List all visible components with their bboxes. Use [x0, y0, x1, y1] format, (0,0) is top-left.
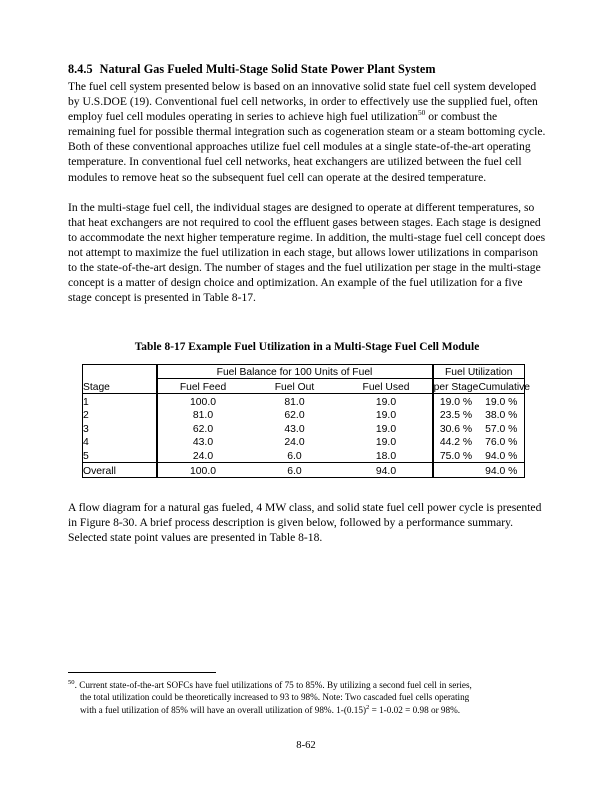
- paragraph-3: A flow diagram for a natural gas fueled, 4 MW class, and solid state fuel cell power cycle is presented in Figure 8-30. A brief process description is given below, followed by a performance summary. Selected state point values are presented in Table 8-18.: [68, 501, 542, 545]
- paragraph-1-text-b: or combust the remaining fuel for possible thermal integration such as cogeneration steam or a steam bottoming cycle. Both of these conventional approaches utilize fuel cell modules at a single state-of-the-art operating temperature. In conventional fuel cell networks, heat exchangers are utilized between the fuel cell modules to remove heat so the subsequent fuel cell can operate at the desired temperature.: [68, 110, 546, 184]
- cell-fuel-used: 19.0: [341, 421, 433, 435]
- cell-fuel-used: 19.0: [341, 435, 433, 449]
- cell-fuel-used: 19.0: [341, 408, 433, 422]
- cell-fuel-used: 94.0: [341, 462, 433, 478]
- paragraph-2: In the multi-stage fuel cell, the individual stages are designed to operate at different temperatures, so that heat exchangers are not required to cool the effluent gases between stages. Each stage is designed to accommodate the next higher temperature regime. In addition, the multi-stage fuel cell concept does not attempt to maximize the fuel utilization in each stage, but allows lower utilizations in comparison to the state-of-the-art design. The number of stages and the fuel utilization per stage in the multi-stage concept is a matter of design choice and optimization. An example of the fuel utilization for a five stage concept is presented in Table 8-17.: [68, 200, 546, 305]
- group-header-stage: [83, 365, 157, 379]
- cell-fuel-out: 24.0: [284, 437, 305, 449]
- cell-fuel-out: 81.0: [284, 396, 305, 408]
- cell-fuel-used: 18.0: [341, 448, 433, 462]
- column-header-stage: Stage: [83, 379, 157, 394]
- cell-cumulative: 19.0 %: [485, 396, 518, 408]
- column-header-fuel-used: Fuel Used: [341, 379, 433, 394]
- paragraph-1: [68, 79, 546, 185]
- table-row: [83, 408, 525, 422]
- column-header-cumulative: Cumulative: [479, 379, 525, 394]
- table-caption: Table 8-17 Example Fuel Utilization in a Multi-Stage Fuel Cell Module: [134, 341, 480, 353]
- footnote-separator: [68, 672, 216, 673]
- cell-cumulative: 57.0 %: [485, 423, 518, 435]
- footnote-line-3-post: = 1-0.02 = 0.98 or 98%.: [369, 704, 461, 715]
- cell-per-stage: 75.0 %: [439, 450, 473, 462]
- cell-stage: 3: [83, 421, 157, 435]
- cell-fuel-feed: 24.0: [192, 450, 214, 462]
- footnote-50: [68, 679, 546, 716]
- footnote-reference-50: 50: [417, 108, 426, 118]
- footnote-line-3-pre: with a fuel utilization of 85% will have an overall utilization of 98%. 1-(0.15): [80, 704, 367, 715]
- page-number: 8-62: [296, 740, 316, 751]
- table-body: [83, 394, 525, 478]
- page-content: [68, 62, 546, 305]
- cell-per-stage: 19.0 %: [439, 396, 473, 408]
- cell-per-stage: [433, 462, 479, 478]
- cell-fuel-out: 6.0: [249, 462, 341, 478]
- column-header-fuel-feed: Fuel Feed: [157, 379, 249, 394]
- cell-stage: 4: [83, 435, 157, 449]
- table-head: [83, 365, 531, 394]
- cell-fuel-feed: 62.0: [192, 423, 214, 435]
- footnote-line-2: the total utilization could be theoretically increased to 93 to 98%. Note: Two cascaded fuel cells operating: [80, 692, 470, 703]
- cell-fuel-used: 19.0: [341, 394, 433, 408]
- table-row-overall: [83, 462, 525, 478]
- section-title: Natural Gas Fueled Multi-Stage Solid State Power Plant System: [99, 62, 436, 76]
- cell-cumulative: 94.0 %: [479, 462, 525, 478]
- group-header-fuel-balance: Fuel Balance for 100 Units of Fuel: [157, 365, 433, 379]
- footnote-line-3: [68, 704, 546, 716]
- cell-cumulative: 76.0 %: [485, 437, 518, 449]
- group-header-fuel-utilization: Fuel Utilization: [433, 365, 525, 379]
- footnote-marker: 50: [68, 678, 75, 686]
- cell-per-stage: 30.6 %: [439, 423, 473, 435]
- cell-fuel-out: 43.0: [284, 423, 305, 435]
- footnote-line-1-text: . Current state-of-the-art SOFCs have fuel utilizations of 75 to 85%. By utilizing a second fuel cell in series,: [74, 680, 472, 690]
- table-column-header-row: [83, 379, 525, 394]
- table-row: [83, 421, 525, 435]
- paragraph-1-text-a: The fuel cell system presented below is based on an innovative solid state fuel cell system developed by U.S.DOE (19). Conventional fuel cell networks, in order to effectively use the supplied fuel, often employ fuel cell modules operating in series to achieve high fuel utilization: [68, 80, 538, 124]
- fuel-utilization-table-wrapper: [82, 364, 531, 478]
- footnote-line-1: [68, 679, 546, 691]
- cell-cumulative: 94.0 %: [485, 450, 518, 462]
- table-row: [83, 394, 525, 408]
- column-header-per-stage: per Stage: [433, 379, 479, 394]
- table-group-header-row: [83, 365, 525, 379]
- table-row: [83, 448, 525, 462]
- cell-fuel-out: 6.0: [287, 450, 302, 462]
- cell-fuel-feed: 81.0: [192, 410, 214, 422]
- cell-fuel-feed: 100.0: [157, 462, 249, 478]
- section-heading: [68, 62, 546, 77]
- cell-stage: Overall: [83, 462, 157, 478]
- cell-fuel-feed: 100.0: [189, 396, 216, 408]
- cell-stage: 1: [83, 394, 157, 408]
- cell-stage: 5: [83, 448, 157, 462]
- cell-per-stage: 44.2 %: [439, 437, 473, 449]
- fuel-utilization-table: [82, 364, 531, 478]
- column-header-fuel-out: Fuel Out: [249, 379, 341, 394]
- cell-fuel-feed: 43.0: [192, 437, 214, 449]
- cell-per-stage: 23.5 %: [439, 410, 473, 422]
- footnote-exponent: 2: [366, 703, 370, 711]
- cell-fuel-out: 62.0: [284, 410, 305, 422]
- cell-stage: 2: [83, 408, 157, 422]
- table-row: [83, 435, 525, 449]
- cell-cumulative: 38.0 %: [485, 410, 518, 422]
- section-number: 8.4.5: [68, 62, 93, 76]
